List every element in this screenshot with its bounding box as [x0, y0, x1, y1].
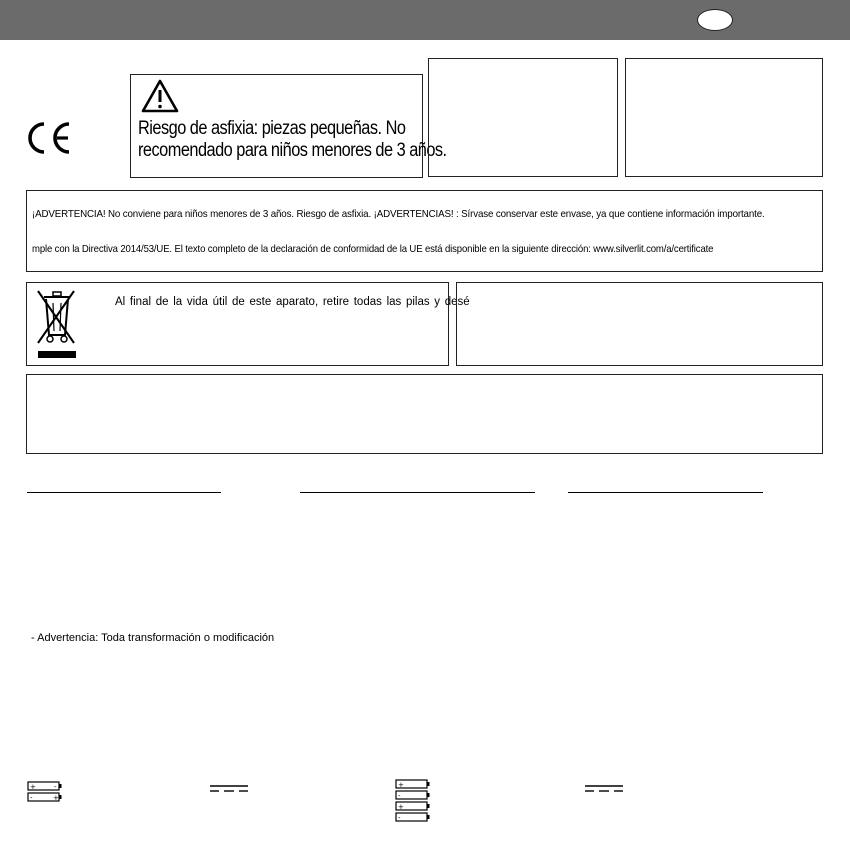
modification-warning-text: - Advertencia: Toda transformación o modificación	[31, 632, 275, 644]
language-badge	[697, 9, 733, 31]
empty-info-box-3	[456, 282, 823, 366]
choking-warning-line-1: Riesgo de asfixia: piezas pequeñas. No	[138, 118, 406, 139]
svg-text:+: +	[53, 794, 59, 802]
ce-mark-icon	[27, 120, 77, 156]
empty-info-box-wide	[26, 374, 823, 454]
svg-text:+: +	[398, 781, 404, 789]
svg-text:-: -	[398, 792, 401, 800]
svg-text:-: -	[398, 814, 401, 822]
warning-triangle-icon	[140, 78, 180, 114]
battery-pair-icon	[27, 781, 63, 803]
crossed-out-bin-icon	[34, 287, 78, 361]
separator-line-2	[300, 492, 535, 493]
dc-symbol-icon	[584, 784, 624, 794]
weee-disposal-text: Al final de la vida útil de este aparato, retire todas las pilas y desé	[115, 296, 470, 308]
empty-info-box-2	[625, 58, 823, 177]
separator-line-1	[27, 492, 221, 493]
empty-info-box-1	[428, 58, 618, 177]
svg-text:+: +	[398, 803, 404, 811]
notice-box	[26, 190, 823, 272]
notice-line-1: ¡ADVERTENCIA! No conviene para niños menores de 3 años. Riesgo de asfixia. ¡ADVERTENCIAS! : Sírvase conservar este envase, ya que contiene información importante.	[32, 208, 765, 220]
dc-symbol-icon	[209, 784, 249, 794]
choking-warning-line-2: recomendado para niños menores de 3 años.	[138, 140, 447, 161]
choking-warning-text	[138, 118, 447, 162]
svg-text:+: +	[30, 783, 36, 791]
battery-quad-icon	[395, 779, 431, 823]
svg-text:-: -	[54, 783, 57, 791]
notice-line-2: mple con la Directiva 2014/53/UE. El texto completo de la declaración de conformidad de la UE está disponible en la siguiente dirección: www.silverlit.com/a/certificate	[32, 243, 714, 255]
weee-box	[26, 282, 449, 366]
separator-line-3	[568, 492, 763, 493]
svg-text:-: -	[30, 794, 33, 802]
